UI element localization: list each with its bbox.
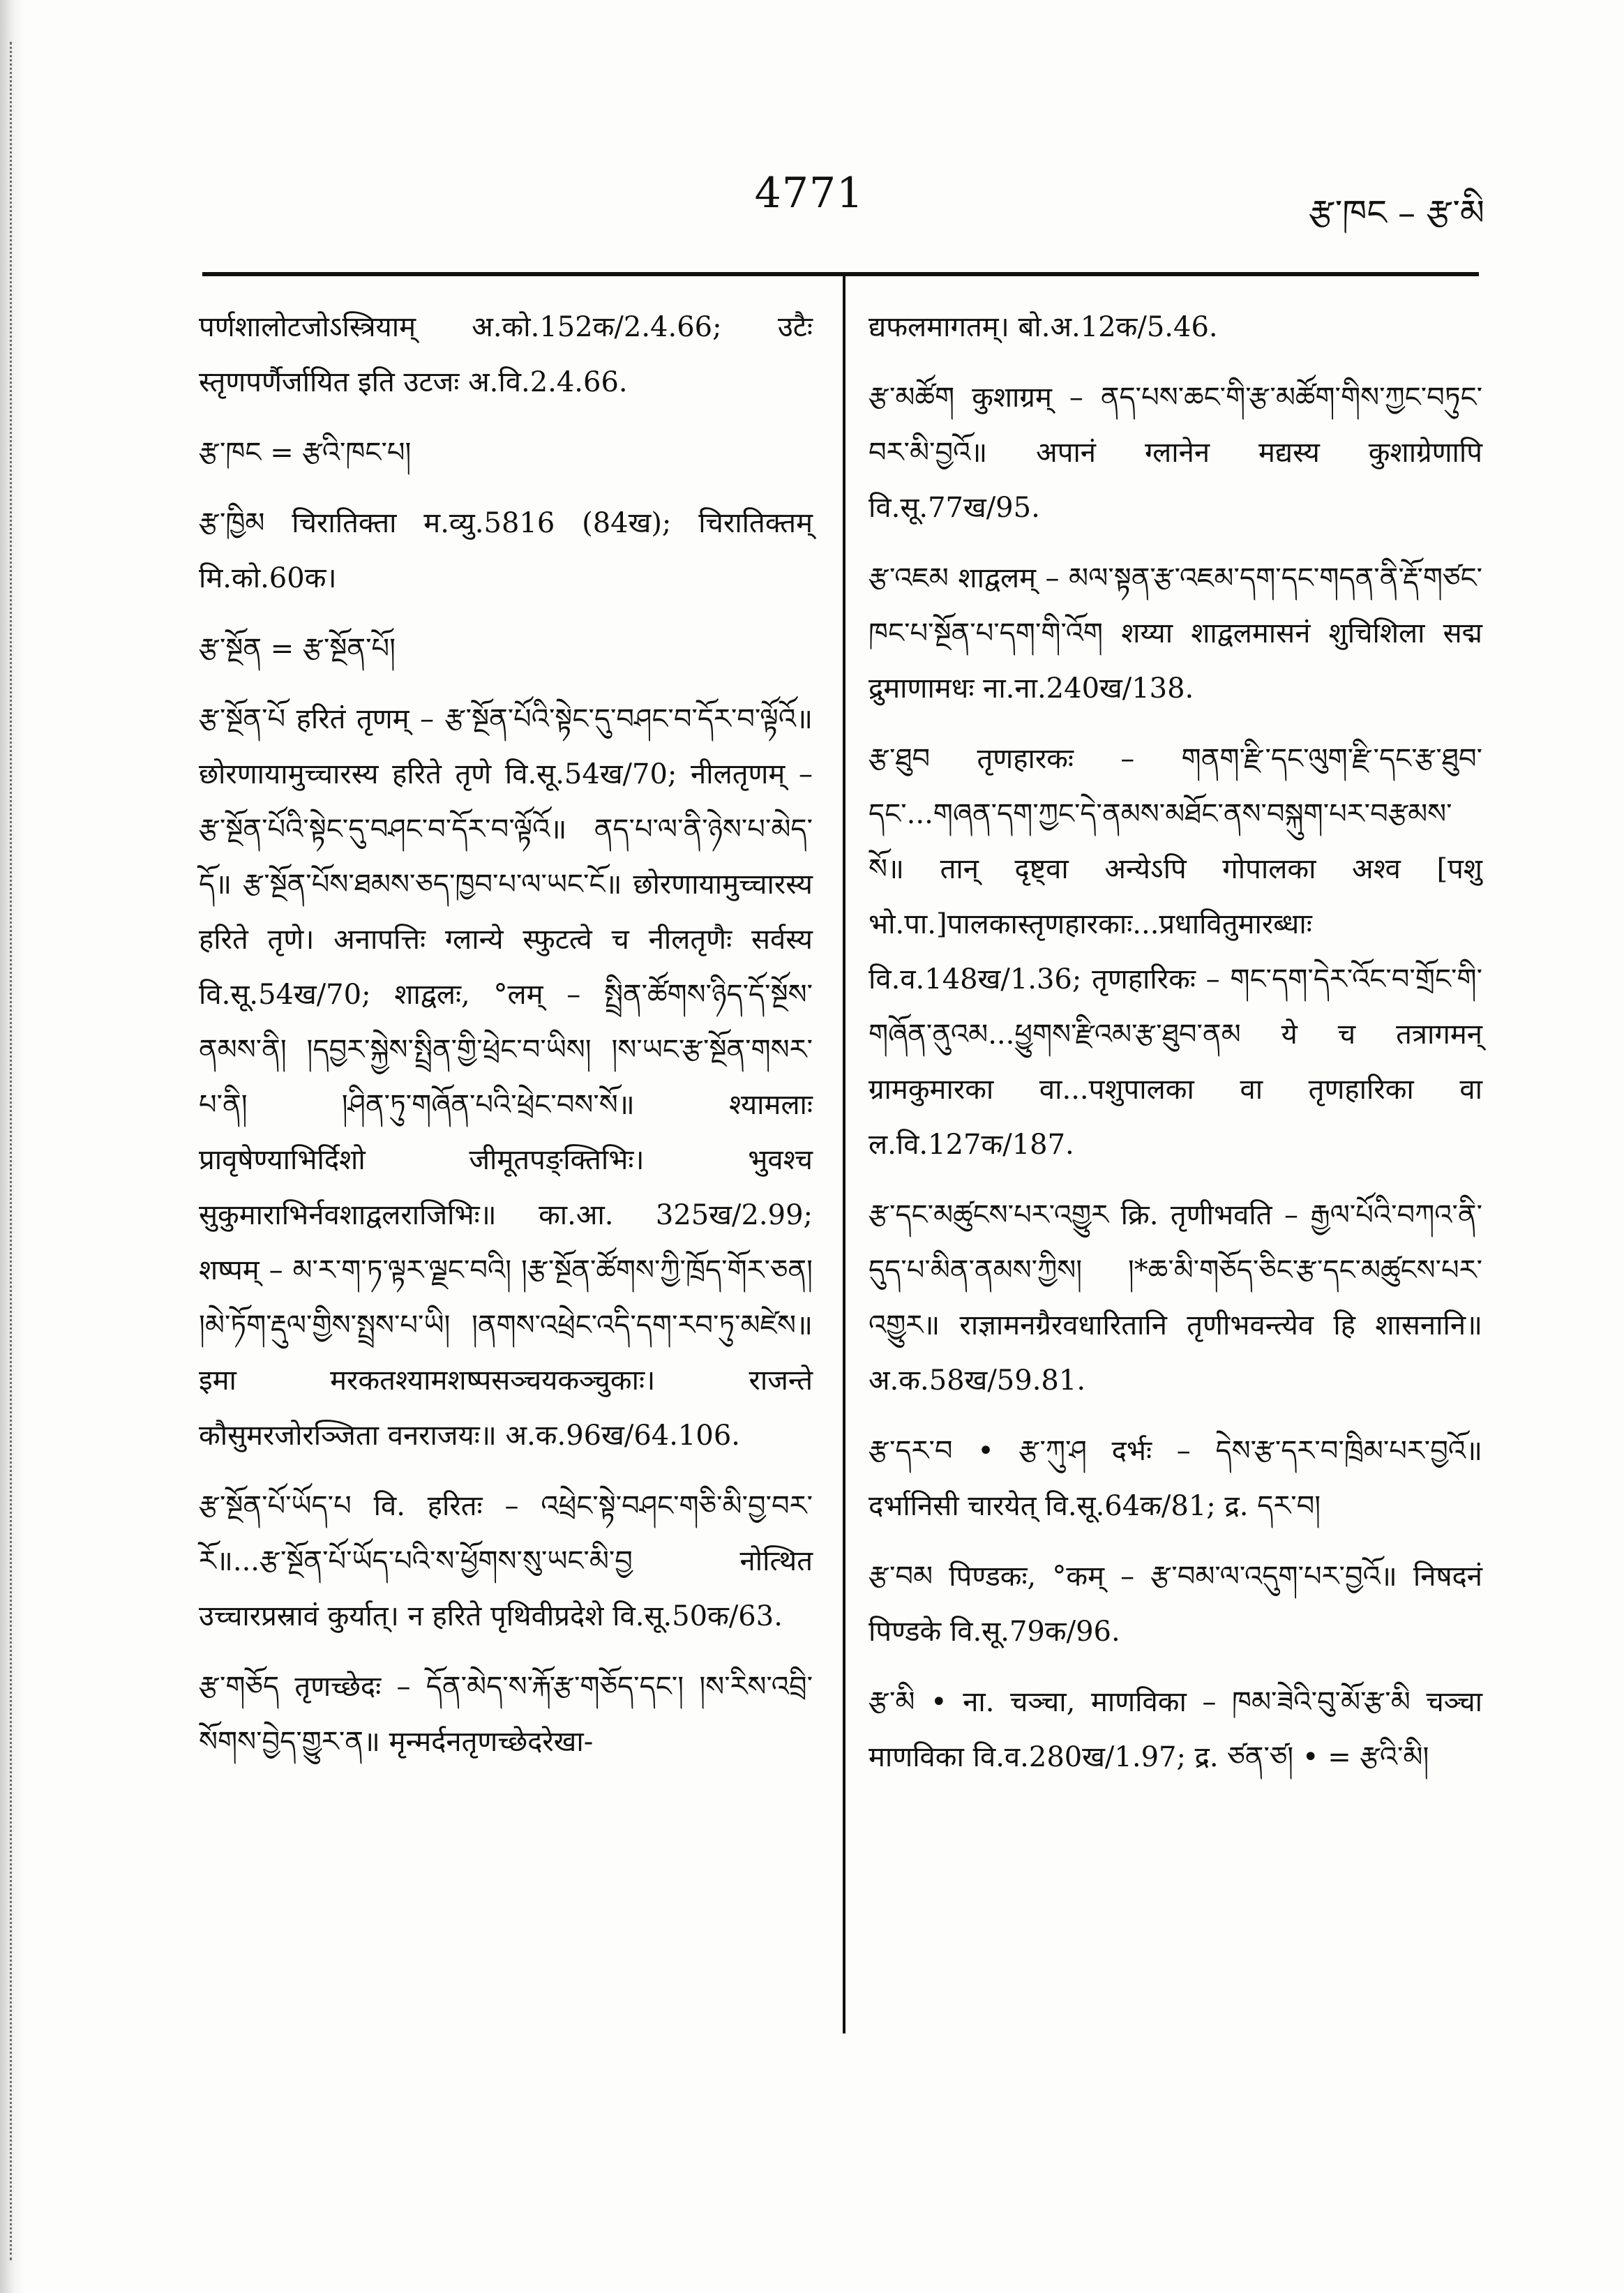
entry-continuation: द्यफलमागतम्। बो.अ.12क/5.46.: [869, 311, 1218, 343]
entry-rtsa-khyim: རྩ་ཁྱིམ चिरातिक्ता म.व्यु.5816 (84ख); चिरातिक्तम् मि.को.60क।: [199, 507, 813, 594]
column-divider: [843, 276, 845, 2033]
entry-rtsa-sngon: རྩ་སྔོན = རྩ་སྔོན་པོ།: [199, 633, 396, 665]
entry-rtsa-jam: རྩ་འཇམ शाद्वलम् – མལ་སྟན་རྩ་འཇམ་དག་དང་གདན་ནི་རྡོ་གཙང་ཁང་པ་སྔོན་པ་དག་གི་འོག शय्या शाद्वलमासनं शुचिशिला सद्म द्रुमाणामधः ना.ना.240ख/138.: [869, 562, 1482, 705]
entry-rtsa-sngon-po: རྩ་སྔོན་པོ हरितं तृणम् – རྩ་སྔོན་པོའི་སྟེང་དུ་བཤང་བ་དོར་བ་ལྟོའོ॥ छोरणायामुच्चारस्य हरिते तृणे वि.सू.54ख/70; नीलतृणम् – རྩ་སྔོན་པོའི་སྟེང་དུ་བཤང་བ་དོར་བ་ལྟོའོ॥ ནད་པ་ལ་ནི་ཉེས་པ་མེད་དོ॥ རྩ་སྔོན་པོས་ཐམས་ཅད་ཁྱབ་པ་ལ་ཡང་ངོ॥ छोरणायामुच्चारस्य हरिते तृणे। अनापत्तिः ग्लान्ये स्फुटत्वे च नीलतृणैः सर्वस्य वि.सू.54ख/70; शाद्वलः, °लम् – སྤྲིན་ཚོགས་ཉིད་དོ་སྔོས་ནམས་ནི། །དབྱར་སྐྱེས་སྤྲིན་གྱི་ཕྲེང་བ་ཡིས། །ས་ཡང་རྩ་སྔོན་གསར་པ་ནི། །ཤིན་ཏུ་གཞོན་པའི་ཕྲེང་བས་སོ॥ श्यामलाः प्रावृषेण्याभिर्दिशो जीमूतपङ्क्तिभिः। भुवश्च सुकुमाराभिर्नवशाद्वलराजिभिः॥ का.आ. 325ख/2.99; शष्पम् – མ་ར་ག་ཏ་ལྟར་ལྗང་བའི། །རྩ་སྔོན་ཚོགས་ཀྱི་ཁྲོད་གོར་ཅན། །མེ་ཏོག་རྡུལ་གྱིས་སྤྲས་པ་ཡི། །ནགས་འཕྲེང་འདི་དག་རབ་ཏུ་མཛེས॥ इमा मरकतश्यामशष्पसञ्चयकञ्चुकाः। राजन्ते कौसुमरजोरञ्जिता वनराजयः॥ अ.क.96ख/64.106.: [199, 703, 813, 1452]
header-range: རྩ་ཁང – རྩ་མི: [1309, 193, 1484, 233]
entry-continuation: पर्णशालोटजोऽस्त्रियाम् अ.को.152क/2.4.66; उटैः स्तृणपर्णैर्जायित इति उटजः अ.वि.2.4.66.: [199, 311, 813, 398]
entry-rtsa-khang: རྩ་ཁང = རྩའི་ཁང་པ།: [199, 437, 412, 469]
right-column: [869, 300, 1482, 1785]
left-column: [199, 300, 813, 1770]
entry-rtsa-gcod: རྩ་གཅོད तृणच्छेदः – དོན་མེད་ས་རྐོ་རྩ་གཅོད་དང་། །ས་རིས་འབྲི་སོགས་བྱེད་གྱུར་ན॥ मृन्मर्दनतृणच्छेदरेखा-: [199, 1671, 813, 1758]
entry-rtsa-mchog: རྩ་མཚོག कुशाग्रम् – ནད་པས་ཆང་གི་རྩ་མཚོག་གིས་ཀྱང་བཏུང་བར་མི་བྱའོ॥ अपानं ग्लानेन मद्यस्य कुशाग्रेणापि वि.सू.77ख/95.: [869, 382, 1482, 524]
entry-rtsa-dang-mtshungs: རྩ་དང་མཚུངས་པར་འགྱུར क्रि. तृणीभवति – རྒྱལ་པོའི་བཀའ་ནི་དུད་པ་མིན་ནམས་ཀྱིས། །*ཆ་མི་གཅོད་ཅིང་རྩ་དང་མཚུངས་པར་འགྱུར॥ राज्ञामनग्रैरवधारितानि तृणीभवन्त्येव हि शासनानि॥ अ.क.58ख/59.81.: [869, 1199, 1482, 1397]
header-rule: [202, 272, 1479, 276]
entry-rtsa-dar-ba: རྩ་དར་བ • རྩ་ཀུ་ཤ दर्भः – དེས་རྩ་དར་བ་ཁྲིམ་པར་བྱའོ॥ दर्भानिसी चारयेत् वि.सू.64क/81; द्र. དར་བ།: [869, 1435, 1482, 1522]
binding-dots: [10, 42, 15, 2260]
binding-shadow: [0, 0, 24, 2293]
entry-rtsa-bam: རྩ་བམ पिण्डकः, °कम् – རྩ་བམ་ལ་འདུག་པར་བྱའོ॥ निषदनं पिण्डके वि.सू.79क/96.: [869, 1561, 1482, 1648]
entry-rtsa-sngon-po-yod-pa: རྩ་སྔོན་པོ་ཡོད་པ वि. हरितः – འཕྲེང་སྟེ་བཤང་གཅི་མི་བྱ་བར་རོ॥...རྩ་སྔོན་པོ་ཡོད་པའི་ས་ཕྱོགས་སུ་ཡང་མི་བྱ नोत्थित उच्चारप्रस्रावं कुर्यात्। न हरिते पृथिवीप्रदेशे वि.सू.50क/63.: [199, 1490, 813, 1632]
entry-rtsa-thub: རྩ་ཐུབ तृणहारकः – གནག་རྫི་དང་ལུག་རྫི་དང་རྩ་ཐུབ་དང་...གཞན་དག་ཀྱང་དེ་ནམས་མཐོང་ནས་བསྐུག་པར་བརྩམས་སོ॥ तान् दृष्ट्वा अन्येऽपि गोपालका अश्व [पशु भो.पा.]पालकास्तृणहारकाः...प्रधावितुमारब्धाः वि.व.148ख/1.36; तृणहारिकः – གང་དག་དེར་འོང་བ་གྲོང་གི་གཞོན་ནུའམ...ཕྱུགས་རྫིའམ་རྩ་ཐུབ་ནམ ये च तत्रागमन् ग्रामकुमारका वा...पशुपालका वा तृणहारिका वा ल.वि.127क/187.: [869, 743, 1482, 1161]
page-number: 4771: [754, 169, 864, 218]
entry-rtsa-mi: རྩ་མི • ना. चञ्चा, माणविका – ཁམ་ཟེའི་བུ་མོ་རྩ་མི चञ्चा माणविका वि.व.280ख/1.97; द्र. ཙན་ཙ། • = རྩའི་མི།: [869, 1686, 1482, 1773]
